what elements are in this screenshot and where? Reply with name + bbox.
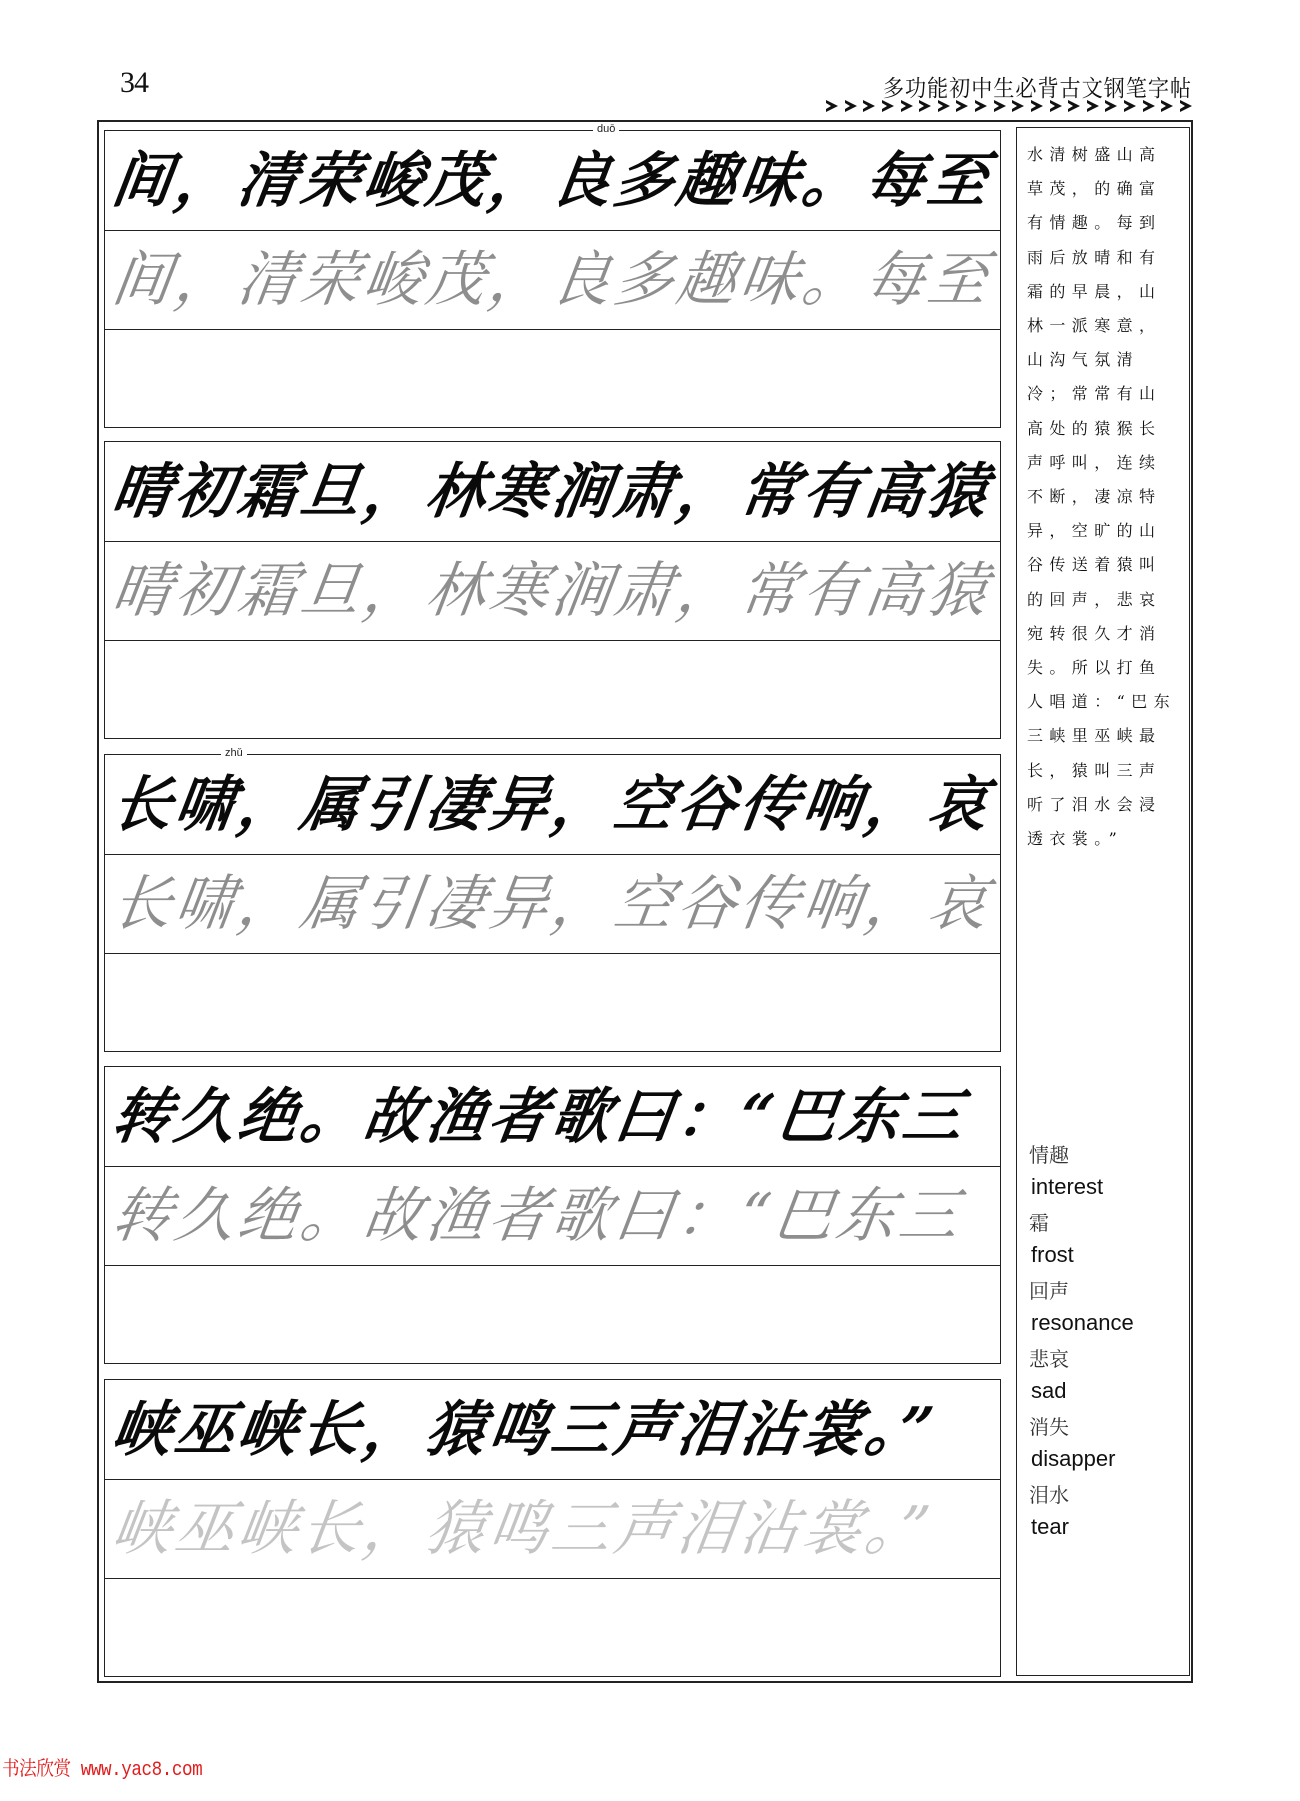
blank-practice-row[interactable]: [105, 953, 1000, 1052]
model-row: [105, 442, 1000, 541]
blank-practice-row[interactable]: [105, 1265, 1000, 1364]
glossary-item: [1029, 1208, 1179, 1272]
trace-text: 长啸，属引凄异，空谷传响，哀: [107, 869, 996, 939]
vocabulary-glossary: [1029, 1140, 1179, 1548]
model-text: 晴初霜旦，林寒涧肃，常有高猿: [107, 456, 996, 527]
glossary-term-zh: 回声: [1029, 1279, 1069, 1303]
blank-practice-row[interactable]: [105, 329, 1000, 428]
glossary-term-zh: 泪水: [1029, 1483, 1069, 1507]
chevron-icon: [975, 100, 987, 112]
glossary-item: [1029, 1480, 1179, 1544]
model-text: 转久绝。故渔者歌曰：“巴东三: [107, 1081, 971, 1152]
model-text: 长啸，属引凄异，空谷传响，哀: [107, 769, 996, 840]
glossary-item: [1029, 1140, 1179, 1204]
glossary-term-en: resonance: [1031, 1310, 1134, 1335]
page-number: 34: [120, 66, 148, 99]
glossary-term-zh: 霜: [1029, 1211, 1049, 1235]
chevron-icon: [994, 100, 1006, 112]
blank-practice-row[interactable]: [105, 640, 1000, 739]
model-row: [105, 755, 1000, 854]
chevron-icon: [826, 100, 838, 112]
translation-sidebar: [1016, 127, 1190, 1676]
glossary-term-en: frost: [1031, 1242, 1074, 1267]
trace-row: [105, 1479, 1000, 1578]
chevron-icon: [1050, 100, 1062, 112]
model-row: [105, 1380, 1000, 1479]
chevron-icon: [1031, 100, 1043, 112]
glossary-term-en: sad: [1031, 1378, 1067, 1403]
chevron-icon: [863, 100, 875, 112]
glossary-term-en: disapper: [1031, 1446, 1116, 1471]
pinyin-annotation: duō: [593, 122, 619, 136]
chevron-icon: [1180, 100, 1192, 112]
trace-row: [105, 230, 1000, 329]
glossary-term-en: interest: [1031, 1174, 1104, 1199]
chevron-icon: [845, 100, 857, 112]
trace-row: [105, 854, 1000, 953]
chevron-icon: [938, 100, 950, 112]
chevron-icon: [1161, 100, 1173, 112]
trace-text: 转久绝。故渔者歌曰：“巴东三: [107, 1181, 968, 1251]
trace-text: 峡巫峡长，猿鸣三声泪沾裳。”: [107, 1494, 938, 1564]
chevron-icon: [1087, 100, 1099, 112]
model-text: 间，清荣峻茂，良多趣味。每至: [107, 145, 996, 216]
pinyin-annotation: zhǔ: [221, 746, 247, 760]
chevron-icon: [1012, 100, 1024, 112]
trace-text: 晴初霜旦，林寒涧肃，常有高猿: [107, 556, 996, 626]
trace-row: [105, 1166, 1000, 1265]
practice-block: [104, 747, 1001, 1052]
chevron-icon: [1124, 100, 1136, 112]
model-text: 峡巫峡长，猿鸣三声泪沾裳。”: [107, 1394, 942, 1465]
model-row: [105, 1067, 1000, 1166]
glossary-item: [1029, 1412, 1179, 1476]
book-title: 多功能初中生必背古文钢笔字帖: [882, 76, 1192, 102]
glossary-term-zh: 悲哀: [1029, 1347, 1069, 1371]
chevron-icon: [956, 100, 968, 112]
practice-block: [104, 1066, 1001, 1364]
site-watermark: 书法欣赏 www.yac8.com: [2, 1759, 203, 1782]
trace-row: [105, 541, 1000, 640]
model-row: [105, 131, 1000, 230]
glossary-item: [1029, 1276, 1179, 1340]
glossary-term-en: tear: [1031, 1514, 1069, 1539]
blank-practice-row[interactable]: [105, 1578, 1000, 1677]
trace-text: 间，清荣峻茂，良多趣味。每至: [107, 245, 996, 315]
chevron-icon: [901, 100, 913, 112]
chevron-icon: [919, 100, 931, 112]
practice-block: [104, 123, 1001, 428]
chevron-icon: [1143, 100, 1155, 112]
modern-translation: 水清树盛山高草茂，的确富有情趣。每到雨后放晴和有霜的早晨，山林一派寒意，山沟气氛清冷；常常有山高处的猿猴长声呼叫，连续不断，凄凉特异，空旷的山谷传送着猿叫的回声，悲哀宛转很久才消失。所以打鱼人唱道：“巴东三峡里巫峡最长，猿叫三声听了泪水会浸透衣裳。”: [1027, 145, 1176, 849]
chevron-icon: [1068, 100, 1080, 112]
chevron-icon: [882, 100, 894, 112]
glossary-item: [1029, 1344, 1179, 1408]
glossary-term-zh: 消失: [1029, 1415, 1069, 1439]
practice-block: [104, 441, 1001, 739]
chevron-divider: [826, 100, 1192, 112]
chevron-icon: [1105, 100, 1117, 112]
practice-block: [104, 1379, 1001, 1677]
glossary-term-zh: 情趣: [1029, 1143, 1069, 1167]
